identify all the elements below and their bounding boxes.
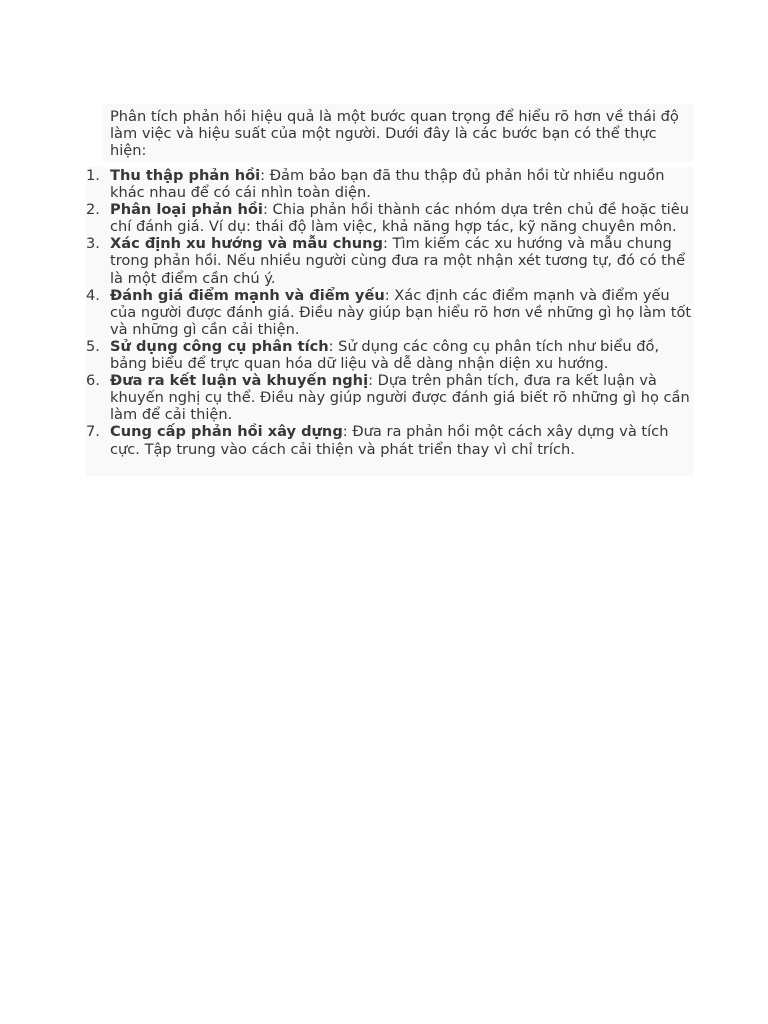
step-separator: : [384, 286, 390, 304]
list-item [86, 372, 694, 423]
step-separator: : [328, 337, 334, 355]
step-text: Chia phản hồi thành các nhóm dựa trên chủ đề hoặc tiêu chí đánh giá. Ví dụ: thái độ làm việc, khả năng hợp tác, kỹ năng chuyên môn. [110, 201, 689, 236]
step-term: Xác định xu hướng và mẫu chung [110, 235, 383, 253]
step-number: 7. [86, 423, 100, 441]
step-term: Đưa ra kết luận và khuyến nghị [110, 372, 369, 390]
step-text: Dựa trên phân tích, đưa ra kết luận và khuyến nghị cụ thể. Điều này giúp người được đánh giá biết rõ những gì họ cần làm để cải thiện. [110, 372, 690, 424]
step-term: Cung cấp phản hồi xây dựng [110, 423, 343, 441]
step-number: 6. [86, 372, 100, 390]
step-separator: : [368, 372, 373, 390]
list-item [86, 167, 694, 201]
list-item [86, 287, 694, 338]
list-item [86, 423, 694, 457]
step-separator: : [260, 167, 266, 184]
list-item [86, 338, 694, 372]
step-text: Sử dụng các công cụ phân tích như biểu đồ, bảng biểu để trực quan hóa dữ liệu và dễ dàng nhận diện xu hướng. [110, 337, 660, 373]
step-term: Phân loại phản hồi [110, 201, 263, 219]
step-number: 5. [86, 337, 100, 355]
step-text: Xác định các điểm mạnh và điểm yếu của người được đánh giá. Điều này giúp bạn hiểu rõ hơn về những gì họ làm tốt và những gì cần cải thiện. [110, 286, 692, 338]
step-number: 4. [86, 286, 100, 304]
step-number: 2. [86, 201, 100, 219]
step-text: Đưa ra phản hồi một cách xây dựng và tích cực. Tập trung vào cách cải thiện và phát triển thay vì chỉ trích. [110, 423, 669, 458]
step-text: Đảm bảo bạn đã thu thập đủ phản hồi từ nhiều nguồn khác nhau để có cái nhìn toàn diện. [110, 167, 665, 202]
step-text: Tìm kiếm các xu hướng và mẫu chung trong phản hồi. Nếu nhiều người cùng đưa ra một nhận xét tương tự, đó có thể là một điểm cần chú ý. [110, 235, 686, 287]
step-number: 3. [86, 235, 100, 253]
step-separator: : [342, 423, 348, 441]
steps-list [86, 167, 694, 458]
steps-block [86, 167, 694, 476]
step-term: Đánh giá điểm mạnh và điểm yếu [110, 286, 385, 304]
step-term: Thu thập phản hồi [110, 167, 261, 184]
step-term: Sử dụng công cụ phân tích [110, 337, 329, 355]
list-item [86, 235, 694, 286]
step-separator: : [262, 201, 268, 219]
step-separator: : [382, 235, 388, 253]
list-item [86, 201, 694, 235]
intro-block [103, 104, 694, 162]
step-number: 1. [86, 167, 100, 184]
intro-paragraph: Phân tích phản hồi hiệu quả là một bước quan trọng để hiểu rõ hơn về thái độ làm việc và hiệu suất của một người. Dưới đây là các bước bạn có thể thực hiện: [110, 108, 679, 160]
